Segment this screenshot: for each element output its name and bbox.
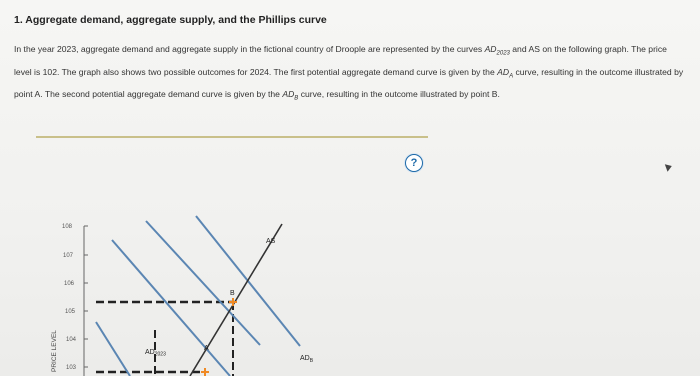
y-axis-title: PRICE LEVEL: [51, 330, 58, 372]
y-tick-108: 108: [62, 224, 73, 230]
y-tick-marks: [84, 226, 88, 367]
y-tick-105: 105: [65, 309, 76, 315]
adb-label: [300, 355, 314, 364]
ad-a-curve: [96, 322, 130, 376]
ad-2023-curve-upper: [146, 221, 260, 345]
paragraph-text-2: and AS on the following graph. The price level is 102. The graph also shows two possible outcomes for 2024. The first potential aggregate demand curve is given by the: [14, 44, 667, 77]
point-b-label: B: [230, 290, 235, 297]
ad-curve-left: [112, 240, 230, 376]
ad2023-term-main: AD: [484, 44, 497, 54]
y-tick-104: 104: [66, 337, 77, 343]
y-tick-106: 106: [64, 281, 75, 287]
paragraph-text-3: curve, resulting in the outcome illustrated by point A. The second potential aggregate demand curve is given by the: [14, 66, 684, 100]
question-number: 1.: [14, 14, 23, 26]
paragraph-text-1: In the year 2023, aggregate demand and aggregate supply in the fictional country of Droople are represented by the curves: [14, 44, 485, 54]
paragraph-text-4: curve, resulting in the outcome illustrated by point B.: [298, 89, 500, 100]
ad2023-label-main: AD: [145, 349, 155, 356]
question-title-text: Aggregate demand, aggregate supply, and the Phillips curve: [25, 14, 327, 26]
point-a-label: A: [204, 345, 209, 352]
help-icon[interactable]: ?: [405, 154, 423, 172]
ad2023-term-sub: 2023: [496, 50, 510, 57]
point-a-marker: [201, 368, 209, 376]
adb-term-main: AD: [282, 89, 295, 100]
adb-label-sub: B: [309, 358, 314, 364]
as-curve: [190, 224, 282, 376]
y-tick-107: 107: [63, 253, 74, 259]
ad2023-label: [145, 349, 166, 358]
adb-label-main: AD: [300, 355, 310, 362]
ad2023-label-sub: 2023: [154, 351, 166, 358]
adb-term-sub: B: [294, 96, 299, 103]
as-label: AS: [266, 238, 276, 245]
ada-term-main: AD: [497, 66, 510, 77]
y-tick-103: 103: [66, 365, 77, 371]
ada-term-sub: A: [509, 73, 514, 80]
